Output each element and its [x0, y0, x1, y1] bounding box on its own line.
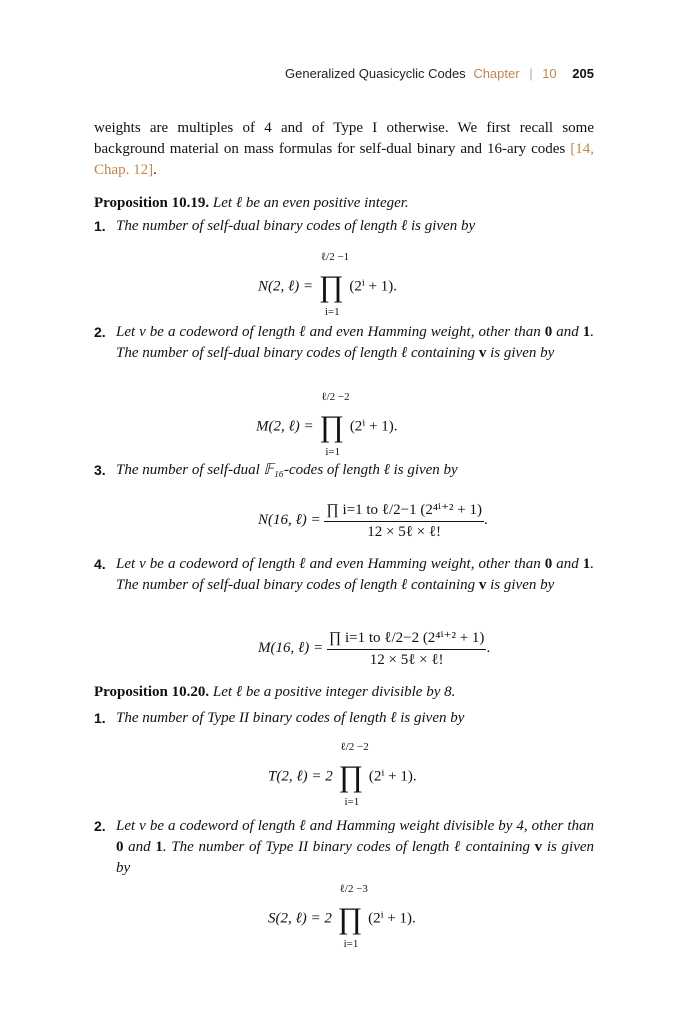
- list-item: 4. Let v be a codeword of length ℓ and even Hamming weight, other than 0 and 1. The number of self-dual binary codes of length ℓ containing v is given by: [94, 556, 594, 593]
- list-item: 3. The number of self-dual 𝔽₁₆-codes of length ℓ is given by: [94, 462, 458, 478]
- running-header: [285, 66, 594, 81]
- proposition-statement: Let ℓ be an even positive integer.: [212, 195, 409, 211]
- proposition-10-19: [94, 193, 594, 214]
- header-chapter-label: Chapter: [473, 66, 520, 81]
- proposition-label: Proposition 10.20.: [94, 684, 210, 700]
- equation-m2: M(2, ℓ) = ∏ ℓ/2 −2 i=1 (2ⁱ + 1).: [256, 391, 398, 458]
- proposition-10-20: [94, 682, 594, 703]
- list-item: 1. The number of self-dual binary codes of length ℓ is given by: [94, 218, 476, 234]
- equation-s2: S(2, ℓ) = 2 ∏ ℓ/2 −3 i=1 (2ⁱ + 1).: [268, 883, 416, 950]
- equation-n16: N(16, ℓ) = $\frac{\text{∏ i=1 to ℓ/2−1 (2⁴ⁱ⁺² + 1)}}{\text{12 × 5ℓ × ℓ!}}$ .: [258, 502, 488, 540]
- equation-m16: M(16, ℓ) = $\frac{\text{∏ i=1 to ℓ/2−2 (2⁴ⁱ⁺² + 1)}}{\text{12 × 5ℓ × ℓ!}}$ .: [258, 630, 491, 668]
- page-number: 205: [572, 66, 594, 81]
- header-title: Generalized Quasicyclic Codes: [285, 66, 466, 81]
- intro-text: weights are multiples of 4 and of Type I otherwise. We first recall some background material on mass formulas for self-dual binary and 16-ary codes: [94, 120, 594, 157]
- list-item: 2. Let v be a codeword of length ℓ and even Hamming weight, other than 0 and 1. The number of self-dual binary codes of length ℓ containing v is given by: [94, 324, 594, 361]
- header-separator: |: [529, 66, 533, 81]
- list-item: 2. Let v be a codeword of length ℓ and Hamming weight divisible by 4, other than 0 and 1. The number of Type II binary codes of length ℓ containing v is given by: [94, 818, 595, 876]
- list-item: 1. The number of Type II binary codes of length ℓ is given by: [94, 710, 465, 726]
- equation-n2: N(2, ℓ) = ∏ ℓ/2 −1 i=1 (2ⁱ + 1).: [258, 251, 398, 318]
- equation-t2: T(2, ℓ) = 2 ∏ ℓ/2 −2 i=1 (2ⁱ + 1).: [268, 741, 417, 808]
- proposition-label: Proposition 10.19.: [94, 195, 210, 211]
- header-chapter-number: 10: [542, 66, 557, 81]
- proposition-statement: Let ℓ be a positive integer divisible by 8.: [212, 684, 456, 700]
- intro-paragraph: weights are multiples of 4 and of Type I otherwise. We first recall some background material on mass formulas for self-dual binary and 16-ary codes [14, Chap. 12].: [94, 120, 594, 178]
- citation-link[interactable]: [14, Chap. 12]: [94, 141, 594, 178]
